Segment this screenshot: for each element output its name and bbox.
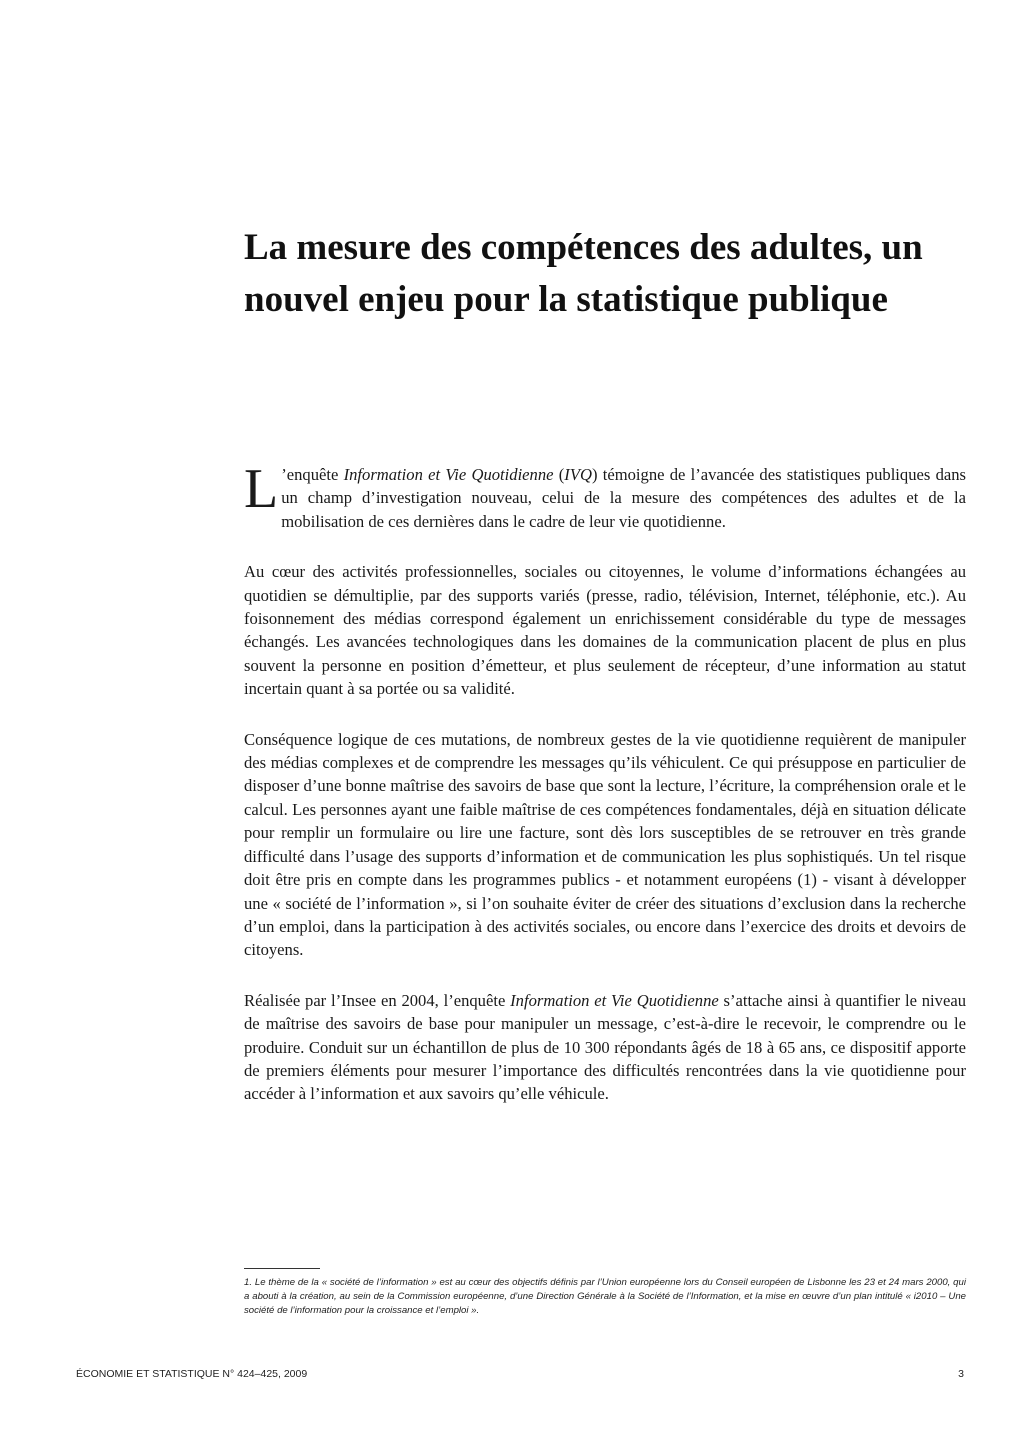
journal-reference: ÉCONOMIE ET STATISTIQUE N° 424–425, 2009: [76, 1368, 308, 1380]
paragraph-intro-lead: ’enquête: [281, 465, 344, 484]
article-title: La mesure des compétences des adultes, un nouvel enjeu pour la statistique publique: [244, 227, 923, 320]
survey-name: Information et Vie Quotidienne: [510, 990, 719, 1010]
paren-open: (: [553, 465, 565, 484]
paragraph-4-rest: s’attache ainsi à quantifier le niveau de maîtrise des savoirs de base pour manipuler un message, c’est-à-dire le recevoir, le comprendre ou le produire. Conduit sur un échantillon de plus de 10 300 répondants âgés de 18 à 65 ans, ce dispositif apporte de premiers éléments pour mesurer l’importance des difficultés rencontrées dans la vie quotidienne pour accéder à l’information et aux savoirs qu’elle véhicule.: [244, 990, 966, 1104]
paragraph-intro: [244, 458, 966, 533]
paragraph-3: Conséquence logique de ces mutations, de nombreux gestes de la vie quotidienne requièrent de manipuler des médias complexes et de comprendre les messages qu’ils véhiculent. Ce qui présuppose en particulier de disposer d’une bonne maîtrise des savoirs de base que sont la lecture, l’écriture, la compréhension orale et le calcul. Les personnes ayant une faible maîtrise de ces compétences fondamentales, déjà en situation délicate pour remplir un formulaire ou lire une facture, sont dès lors susceptibles de se retrouver en très grande difficulté dans l’usage des supports d’information et de communication les plus sophistiqués. Un tel risque doit être pris en compte dans les programmes publics - et notamment européens (1) - visant à développer une « société de l’information », si l’on souhaite éviter de créer des situations d’exclusion dans la recherche d’un emploi, dans la participation à des activités sociales, ou encore dans l’exercice des droits et devoirs de citoyens.: [244, 729, 966, 960]
page-number: 3: [958, 1368, 964, 1380]
paragraph-4-lead: Réalisée par l’Insee en 2004, l’enquête: [244, 990, 511, 1010]
survey-name: Information et Vie Quotidienne: [343, 465, 554, 484]
article-body: [244, 458, 966, 1133]
footnote-divider: [244, 1268, 320, 1269]
drop-cap: L: [244, 458, 279, 520]
survey-acronym: IVQ: [564, 465, 592, 484]
footnote-1: 1. Le thème de la « société de l’information » est au cœur des objectifs définis par l’Union européenne lors du Conseil européen de Lisbonne les 23 et 24 mars 2000, qui a abouti à la création, au sein de la Commission européenne, d’une Direction Générale à la Société de l’Information, et la mise en œuvre d’un plan intitulé « i2010 – Une société de l’information pour la croissance et l’emploi ».: [244, 1277, 966, 1316]
paragraph-intro-rest: ) témoigne de l’avancée des statistiques publiques dans un champ d’investigation nouveau, celui de la mesure des compétences des adultes et de la mobilisation de ces dernières dans le cadre de leur vie quotidienne.: [281, 465, 966, 531]
paragraph-4: [244, 989, 966, 1106]
paragraph-2: Au cœur des activités professionnelles, sociales ou citoyennes, le volume d’informations échangées au quotidien se démultiplie, par des supports variés (presse, radio, télévision, Internet, téléphonie, etc.). Au foisonnement des médias correspond également un enrichissement considérable du type de messages échangés. Les avancées technologiques dans les domaines de la communication placent de plus en plus souvent la personne en position d’émetteur, et plus seulement de récepteur, d’une information au statut incertain quant à sa portée ou sa validité.: [244, 562, 966, 699]
